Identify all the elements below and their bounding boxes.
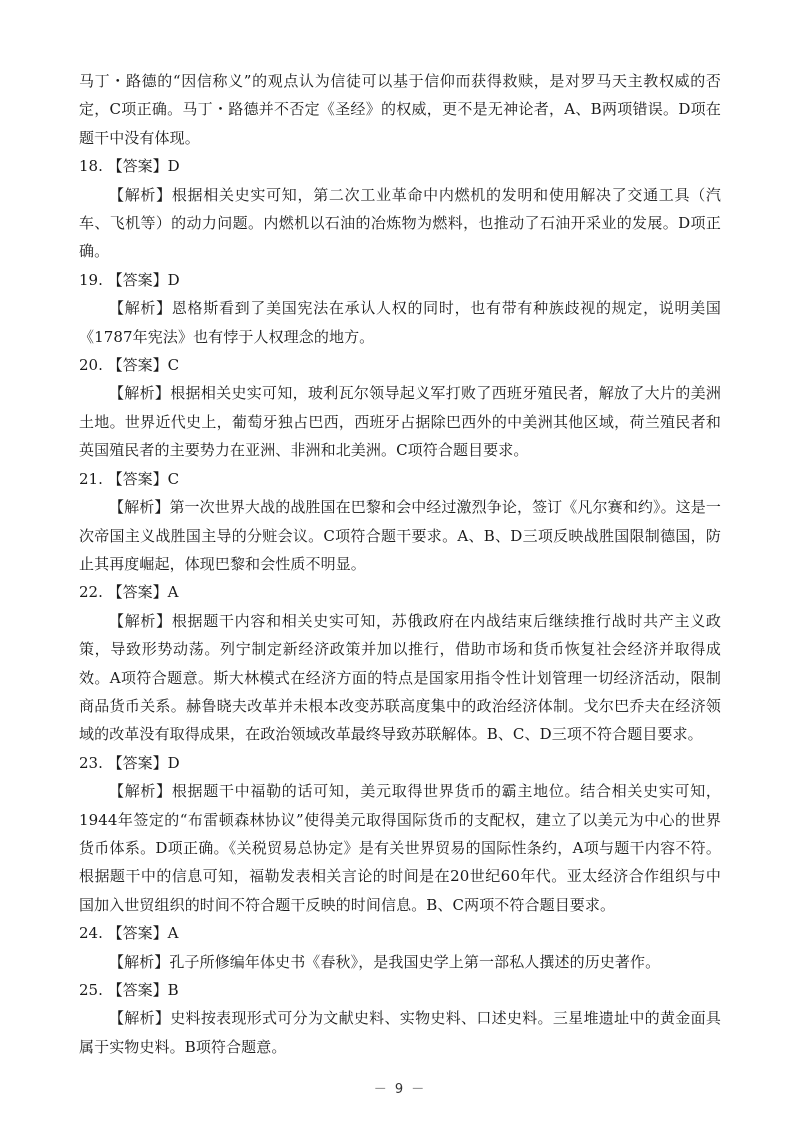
answer-key-content [79, 67, 721, 1061]
answer-24: 24. 【答案】A [79, 924, 179, 943]
analysis-20: 【解析】根据相关史实可知，玻利瓦尔领导起义军打败了西班牙殖民者，解放了大片的美洲土地。世界近代史上，葡萄牙独占巴西，西班牙占据除巴西外的中美洲其他区域，荷兰殖民者和英国殖民者的主要势力在亚洲、非洲和北美洲。C项符合题目要求。 [79, 384, 721, 460]
analysis-23: 【解析】根据题干中福勒的话可知，美元取得世界货币的霸主地位。结合相关史实可知，1944年签定的“布雷顿森林协议”使得美元取得国际货币的支配权，建立了以美元为中心的世界货币体系。D项正确。《关税贸易总协定》是有关世界贸易的国际性条约，A项与题干内容不符。根据题干中的信息可知，福勒发表相关言论的时间是在20世纪60年代。亚太经济合作组织与中国加入世贸组织的时间不符合题干反映的时间信息。B、C两项不符合题目要求。 [79, 782, 721, 914]
answer-19: 19. 【答案】D [79, 270, 180, 289]
analysis-21: 【解析】第一次世界大战的战胜国在巴黎和会中经过激烈争论，签订《凡尔赛和约》。这是一次帝国主义战胜国主导的分赃会议。C项符合题干要求。A、B、D三项反映战胜国限制德国，防止其再度崛起，体现巴黎和会性质不明显。 [79, 498, 721, 573]
analysis-24: 【解析】孔子所修编年体史书《春秋》，是我国史学上第一部私人撰述的历史著作。 [109, 952, 661, 971]
answer-25: 25. 【答案】B [79, 981, 179, 999]
analysis-18: 【解析】根据相关史实可知，第二次工业革命中内燃机的发明和使用解决了交通工具（汽车、飞机等）的动力问题。内燃机以石油的冶炼物为燃料，也推动了石油开采业的发展。D项正确。 [79, 185, 721, 261]
analysis-22: 【解析】根据题干内容和相关史实可知，苏俄政府在内战结束后继续推行战时共产主义政策，导致形势动荡。列宁制定新经济政策并加以推行，借助市场和货币恢复社会经济并取得成效。A项符合题意。斯大林模式在经济方面的特点是国家用指令性计划管理一切经济活动，限制商品货币关系。赫鲁晓夫改革并未根本改变苏联高度集中的政治经济体制。戈尔巴乔夫在经济领域的改革没有取得成果，在政治领域改革最终导致苏联解体。B、C、D三项不符合题目要求。 [79, 611, 721, 744]
answer-22: 22. 【答案】A [79, 583, 179, 602]
answer-20: 20. 【答案】C [79, 356, 180, 375]
analysis-25: 【解析】史料按表现形式可分为文献史料、实物史料、口述史料。三星堆遗址中的黄金面具属于实物史料。B项符合题意。 [79, 1009, 721, 1056]
analysis-19: 【解析】恩格斯看到了美国宪法在承认人权的同时，也有带有种族歧视的规定，说明美国《1787年宪法》也有悖于人权理念的地方。 [79, 299, 721, 346]
answer-21: 21. 【答案】C [79, 469, 180, 488]
intro-paragraph: 马丁・路德的“因信称义”的观点认为信徒可以基于信仰而获得救赎，是对罗马天主教权威的否定，C项正确。马丁・路德并不否定《圣经》的权威，更不是无神论者，A、B两项错误。D项在题干中没有体现。 [79, 72, 721, 147]
answer-23: 23. 【答案】D [79, 753, 180, 772]
page-number: － 9 － [373, 1082, 427, 1097]
answer-18: 18. 【答案】D [79, 157, 180, 176]
